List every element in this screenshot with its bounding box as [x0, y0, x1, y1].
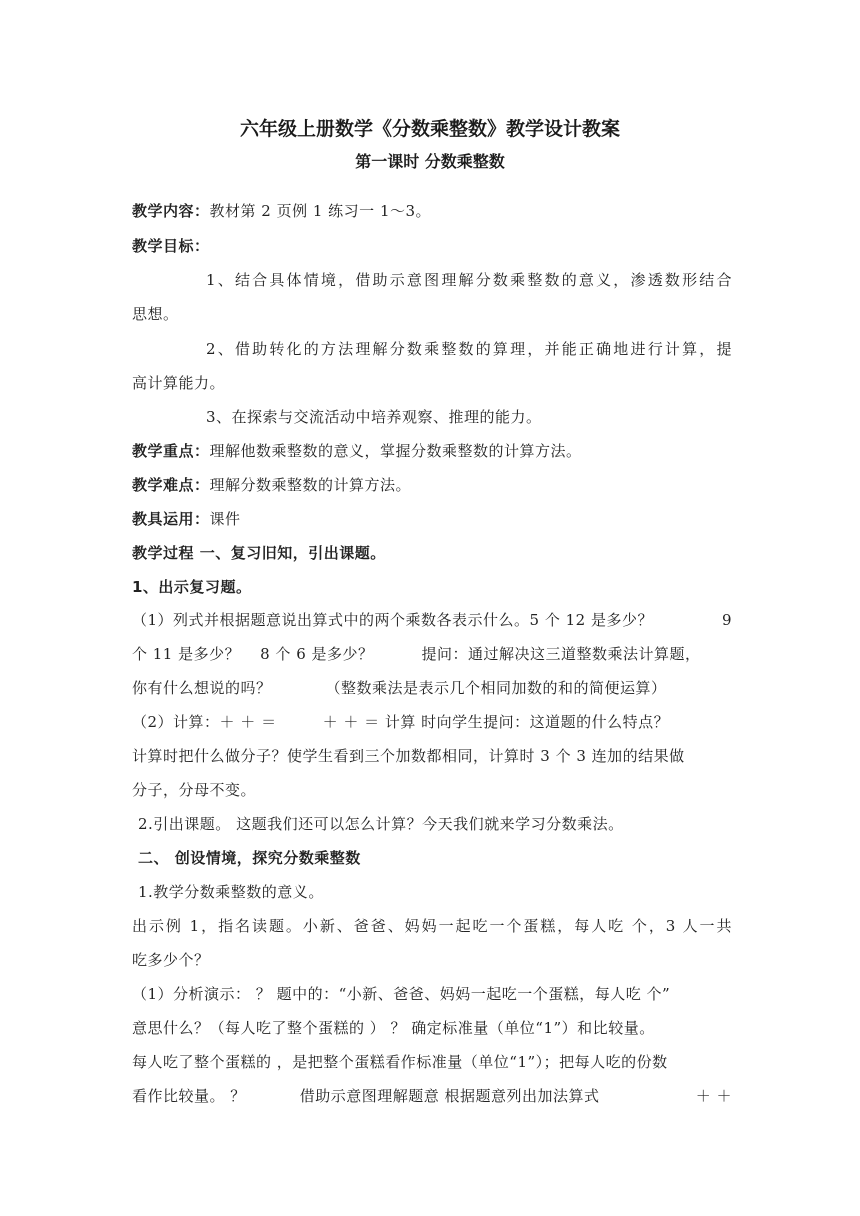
document-title: 六年级上册数学《分数乘整数》教学设计教案: [239, 118, 620, 140]
analysis-line-1: （1）分析演示： ？ 题中的：“小新、爸爸、妈妈一起吃一个蛋糕，每人吃 个”: [132, 985, 671, 1003]
tools-label: 教具运用：: [132, 510, 210, 528]
process-heading: 教学过程 一、复习旧知，引出课题。: [132, 544, 386, 562]
difficulty-text: 理解分数乘整数的计算方法。: [209, 476, 412, 494]
process-step-2: 2.引出课题。 这题我们还可以怎么计算？今天我们就来学习分数乘法。: [138, 815, 624, 833]
key-point-line: [132, 440, 732, 462]
analysis-line-4-part-c: ＋ ＋: [695, 1087, 732, 1105]
review-question-1-part-c: 提问：通过解决这三道整数乘法计算题，: [421, 645, 701, 663]
review-question-1-line-3: [132, 677, 732, 699]
section-2-heading: 二、 创设情境，探究分数乘整数: [138, 849, 361, 867]
analysis-line-4-part-b: 借助示意图理解题意 根据题意列出加法算式: [299, 1087, 600, 1105]
analysis-line-4: [132, 1085, 732, 1107]
tools-text: 课件: [209, 510, 241, 528]
goal-1-line-1: 1、结合具体情境，借助示意图理解分数乘整数的意义，渗透数形结合: [206, 271, 732, 289]
goal-2-line-2: 高计算能力。: [132, 374, 226, 392]
tools-line: [132, 508, 732, 530]
analysis-line-2: 意思什么？（每人吃了整个蛋糕的 ） ？ 确定标准量（单位“1”）和比较量。: [132, 1019, 655, 1037]
example-1-line-2: 吃多少个？: [132, 951, 210, 969]
review-question-1-number: 9: [721, 611, 732, 629]
review-question-2-line-3: 分子，分母不变。: [132, 781, 257, 799]
process-step-1: 1、出示复习题。: [132, 578, 252, 596]
review-question-2-line-1: [132, 711, 732, 733]
example-1-line-1: 出示例 1，指名读题。小新、爸爸、妈妈一起吃一个蛋糕，每人吃 个，3 人一共: [132, 917, 732, 935]
content-text: 教材第 2 页例 1 练习一 1～3。: [209, 202, 432, 220]
key-point-label: 教学重点：: [132, 442, 210, 460]
review-question-2-part-b: ＋ ＋ ＝ 计算 时向学生提问：这道题的什么特点？: [322, 713, 670, 731]
analysis-line-4-part-a: 看作比较量。 ？: [132, 1087, 246, 1105]
review-question-1-part-a: 个 11 是多少？: [132, 645, 241, 663]
goal-2-line-1: 2、借助转化的方法理解分数乘整数的算理，并能正确地进行计算，提: [206, 340, 732, 358]
difficulty-label: 教学难点：: [132, 476, 210, 494]
analysis-line-3: 每人吃了整个蛋糕的 ，是把整个蛋糕看作标准量（单位“1”）；把每人吃的份数: [132, 1053, 668, 1071]
review-question-1-line-2: [132, 643, 732, 665]
review-question-1-part-b: 8 个 6 是多少？: [260, 645, 374, 663]
review-question-2-line-2: 计算时把什么做分子？使学生看到三个加数都相同，计算时 3 个 3 连加的结果做: [132, 747, 685, 765]
key-point-text: 理解他数乘整数的意义，掌握分数乘整数的计算方法。: [209, 442, 582, 460]
review-question-2-part-a: （2）计算：＋ ＋ ＝: [132, 713, 277, 731]
goals-label: 教学目标：: [132, 237, 210, 255]
review-question-1-ask: 你有什么想说的吗？: [132, 679, 272, 697]
review-question-1-answer: （整数乘法是表示几个相同加数的和的简便运算）: [325, 679, 667, 697]
review-question-1-line-1: [132, 609, 732, 631]
review-question-1-text: （1）列式并根据题意说出算式中的两个乘数各表示什么。5 个 12 是多少？: [132, 611, 653, 629]
document-subtitle: 第一课时 分数乘整数: [355, 152, 505, 171]
content-label: 教学内容：: [132, 202, 210, 220]
section-2-step-1: 1.教学分数乘整数的意义。: [138, 883, 324, 901]
goals-line: [132, 235, 732, 257]
goal-1-line-2: 思想。: [132, 305, 179, 323]
content-line: [132, 200, 732, 222]
goal-3-line: 3、在探索与交流活动中培养观察、推理的能力。: [206, 408, 542, 426]
difficulty-line: [132, 474, 732, 496]
